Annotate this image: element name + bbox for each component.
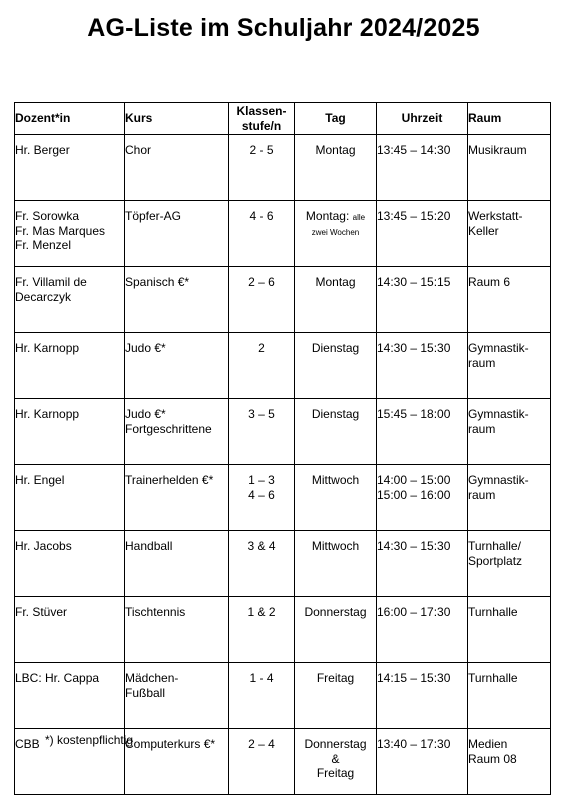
dozent-line (15, 238, 124, 253)
cell-dozent (15, 333, 125, 399)
raum-text: Raum 08 (468, 751, 517, 766)
kurs-text: Töpfer-AG (125, 209, 182, 223)
tag-text: Montag (315, 143, 356, 157)
table-row (15, 663, 551, 729)
dozent-text: Decarczyk (15, 289, 72, 304)
uhrzeit-text: 13:45 – 14:30 (377, 143, 451, 157)
dozent-text: Hr. Jacobs (15, 539, 72, 553)
header-klassenstufe-line1: Klassen- (236, 104, 287, 118)
cell-tag (295, 267, 377, 333)
cell-stufe (229, 465, 295, 531)
kurs-text: Mädchen- (125, 671, 179, 685)
kurs-line (125, 473, 228, 488)
uhrzeit-text: 14:15 – 15:30 (377, 671, 451, 685)
cell-uhrzeit (377, 597, 468, 663)
footnote: *) kostenpflichtig (45, 733, 134, 747)
tag-text: Dienstag (311, 341, 360, 355)
cell-uhrzeit (377, 201, 468, 267)
raum-line (468, 752, 550, 767)
tag-line (295, 752, 376, 767)
tag-line (295, 275, 376, 290)
cell-dozent (15, 399, 125, 465)
raum-text: Turnhalle/ (468, 539, 521, 553)
cell-dozent (15, 465, 125, 531)
stufe-line (229, 488, 294, 503)
raum-line (468, 605, 550, 620)
cell-kurs (125, 663, 229, 729)
tag-text: Donnerstag (304, 605, 367, 619)
cell-kurs (125, 201, 229, 267)
stufe-text: 4 - 6 (249, 209, 274, 223)
cell-raum (468, 663, 551, 729)
cell-kurs (125, 465, 229, 531)
uhrzeit-line (377, 473, 467, 488)
cell-raum (468, 399, 551, 465)
table-row (15, 267, 551, 333)
uhrzeit-text: 14:00 – 15:00 (377, 473, 451, 487)
stufe-text: 1 & 2 (247, 605, 276, 619)
dozent-text: Fr. Stüver (15, 605, 68, 619)
kurs-line (125, 605, 228, 620)
tag-line (295, 143, 376, 158)
cell-raum (468, 135, 551, 201)
uhrzeit-line (377, 671, 467, 686)
stufe-text: 1 – 3 (248, 473, 275, 487)
dozent-line (15, 671, 124, 686)
tag-line (295, 737, 376, 752)
uhrzeit-text: 16:00 – 17:30 (377, 605, 451, 619)
tag-line (295, 605, 376, 620)
kurs-text: Computerkurs €* (125, 737, 216, 751)
raum-text: Musikraum (468, 143, 527, 157)
cell-raum (468, 465, 551, 531)
cell-uhrzeit (377, 465, 468, 531)
raum-text: Gymnastik- (468, 341, 529, 355)
stufe-line (229, 341, 294, 356)
raum-text: Keller (468, 223, 499, 238)
cell-stufe (229, 729, 295, 795)
dozent-text: Hr. Karnopp (15, 407, 80, 421)
dozent-text: Fr. Mas Marques (15, 223, 106, 238)
kurs-text: Judo €* (125, 407, 166, 421)
kurs-line (125, 737, 228, 752)
cell-tag (295, 663, 377, 729)
header-klassenstufe (229, 103, 295, 135)
stufe-text: 3 – 5 (248, 407, 275, 421)
cell-uhrzeit (377, 267, 468, 333)
cell-dozent (15, 267, 125, 333)
cell-raum (468, 729, 551, 795)
cell-stufe (229, 333, 295, 399)
dozent-text: Hr. Engel (15, 473, 65, 487)
cell-uhrzeit (377, 333, 468, 399)
header-raum: Raum (468, 103, 551, 135)
cell-kurs (125, 729, 229, 795)
raum-text: Medien (468, 737, 508, 751)
stufe-text: 2 (258, 341, 265, 355)
cell-dozent (15, 135, 125, 201)
stufe-line (229, 275, 294, 290)
raum-line (468, 473, 550, 488)
uhrzeit-text: 15:45 – 18:00 (377, 407, 451, 421)
header-uhrzeit: Uhrzeit (377, 103, 468, 135)
uhrzeit-text: 13:45 – 15:20 (377, 209, 451, 223)
header-dozent: Dozent*in (15, 103, 125, 135)
kurs-line (125, 422, 228, 437)
cell-tag (295, 399, 377, 465)
kurs-text: Fußball (125, 685, 166, 700)
tag-line (295, 473, 376, 488)
kurs-text: Handball (125, 539, 173, 553)
cell-tag (295, 531, 377, 597)
raum-line (468, 275, 550, 290)
stufe-line (229, 143, 294, 158)
cell-uhrzeit (377, 531, 468, 597)
uhrzeit-text: 14:30 – 15:30 (377, 539, 451, 553)
kurs-line (125, 539, 228, 554)
uhrzeit-line (377, 737, 467, 752)
uhrzeit-line (377, 341, 467, 356)
uhrzeit-line (377, 488, 467, 503)
table-row (15, 597, 551, 663)
cell-uhrzeit (377, 729, 468, 795)
stufe-line (229, 737, 294, 752)
dozent-line (15, 224, 124, 239)
cell-dozent (15, 201, 125, 267)
uhrzeit-line (377, 407, 467, 422)
table-row (15, 465, 551, 531)
table-row (15, 531, 551, 597)
raum-text: Turnhalle (468, 605, 518, 619)
kurs-text: Judo €* (125, 341, 166, 355)
cell-raum (468, 531, 551, 597)
raum-text: Werkstatt- (468, 209, 523, 223)
stufe-line (229, 407, 294, 422)
dozent-line (15, 341, 124, 356)
kurs-line (125, 407, 228, 422)
kurs-text: Chor (125, 143, 152, 157)
kurs-text: Fortgeschrittene (125, 421, 212, 436)
cell-tag (295, 465, 377, 531)
cell-stufe (229, 135, 295, 201)
table-row (15, 333, 551, 399)
cell-raum (468, 597, 551, 663)
raum-text: Sportplatz (468, 553, 523, 568)
ag-table (14, 102, 551, 795)
tag-text: Montag (315, 275, 356, 289)
tag-line (295, 407, 376, 422)
table-row (15, 399, 551, 465)
raum-line (468, 422, 550, 437)
stufe-line (229, 605, 294, 620)
uhrzeit-line (377, 143, 467, 158)
cell-kurs (125, 267, 229, 333)
cell-uhrzeit (377, 135, 468, 201)
tag-text: Mittwoch (311, 539, 360, 553)
stufe-line (229, 209, 294, 224)
raum-line (468, 356, 550, 371)
tag-line (295, 671, 376, 686)
cell-stufe (229, 597, 295, 663)
raum-text: raum (468, 487, 496, 502)
raum-line (468, 224, 550, 239)
dozent-line (15, 473, 124, 488)
tag-text: Mittwoch (311, 473, 360, 487)
raum-line (468, 407, 550, 422)
tag-line (295, 539, 376, 554)
cell-tag (295, 201, 377, 267)
raum-line (468, 341, 550, 356)
tag-note: alle (352, 213, 366, 222)
stufe-text: 2 – 6 (248, 275, 275, 289)
dozent-text: Hr. Karnopp (15, 341, 80, 355)
page-title: AG-Liste im Schuljahr 2024/2025 (87, 14, 480, 42)
raum-text: raum (468, 421, 496, 436)
raum-text: raum (468, 355, 496, 370)
stufe-text: 2 - 5 (249, 143, 274, 157)
dozent-line (15, 290, 124, 305)
cell-tag (295, 135, 377, 201)
tag-line (295, 209, 376, 226)
header-klassenstufe-line2: stufe/n (241, 118, 282, 133)
kurs-text: Spanisch €* (125, 275, 190, 289)
raum-text: Raum 6 (468, 275, 511, 289)
raum-line (468, 671, 550, 686)
raum-line (468, 209, 550, 224)
cell-raum (468, 267, 551, 333)
cell-kurs (125, 333, 229, 399)
kurs-line (125, 209, 228, 224)
dozent-text: Fr. Sorowka (15, 209, 80, 223)
cell-stufe (229, 663, 295, 729)
header-tag: Tag (295, 103, 377, 135)
stufe-text: 3 & 4 (247, 539, 276, 553)
raum-line (468, 143, 550, 158)
raum-text: Gymnastik- (468, 407, 529, 421)
kurs-text: Tischtennis (125, 605, 186, 619)
uhrzeit-line (377, 539, 467, 554)
table-row (15, 201, 551, 267)
header-kurs: Kurs (125, 103, 229, 135)
tag-line (295, 766, 376, 781)
dozent-line (15, 143, 124, 158)
raum-line (468, 554, 550, 569)
cell-raum (468, 201, 551, 267)
raum-text: Gymnastik- (468, 473, 529, 487)
cell-tag (295, 729, 377, 795)
tag-text: Freitag (316, 671, 355, 685)
dozent-text: CBB (15, 737, 40, 751)
cell-dozent (15, 597, 125, 663)
table-body (15, 135, 551, 795)
stufe-line (229, 671, 294, 686)
stufe-text: 2 – 4 (248, 737, 275, 751)
uhrzeit-line (377, 275, 467, 290)
cell-tag (295, 333, 377, 399)
cell-tag (295, 597, 377, 663)
kurs-line (125, 275, 228, 290)
dozent-line (15, 605, 124, 620)
stufe-text: 4 – 6 (248, 487, 275, 502)
dozent-text: LBC: Hr. Cappa (15, 671, 100, 685)
cell-kurs (125, 399, 229, 465)
kurs-line (125, 143, 228, 158)
kurs-line (125, 686, 228, 701)
dozent-line (15, 209, 124, 224)
tag-text: Freitag (316, 766, 355, 780)
cell-raum (468, 333, 551, 399)
table-header-row (15, 103, 551, 135)
kurs-line (125, 341, 228, 356)
cell-dozent (15, 531, 125, 597)
cell-stufe (229, 201, 295, 267)
tag-text: & (331, 751, 340, 766)
cell-stufe (229, 531, 295, 597)
raum-line (468, 737, 550, 752)
uhrzeit-text: 13:40 – 17:30 (377, 737, 451, 751)
uhrzeit-text: 14:30 – 15:30 (377, 341, 451, 355)
dozent-text: Fr. Villamil de (15, 275, 87, 289)
stufe-line (229, 539, 294, 554)
tag-note: zwei Wochen (311, 227, 360, 237)
dozent-text: Fr. Menzel (15, 238, 72, 252)
table-row (15, 135, 551, 201)
stufe-text: 1 - 4 (249, 671, 274, 685)
dozent-text: Hr. Berger (15, 143, 70, 157)
stufe-line (229, 473, 294, 488)
dozent-line (15, 539, 124, 554)
uhrzeit-line (377, 209, 467, 224)
uhrzeit-line (377, 605, 467, 620)
tag-line (295, 341, 376, 356)
cell-kurs (125, 531, 229, 597)
raum-line (468, 539, 550, 554)
cell-uhrzeit (377, 663, 468, 729)
dozent-line (15, 275, 124, 290)
kurs-line (125, 671, 228, 686)
cell-dozent (15, 663, 125, 729)
cell-stufe (229, 399, 295, 465)
tag-text: Donnerstag (304, 737, 367, 751)
cell-kurs (125, 597, 229, 663)
tag-text: Montag: (305, 209, 350, 223)
dozent-line (15, 407, 124, 422)
tag-text: Dienstag (311, 407, 360, 421)
raum-text: Turnhalle (468, 671, 518, 685)
cell-uhrzeit (377, 399, 468, 465)
uhrzeit-text: 15:00 – 16:00 (377, 487, 451, 502)
uhrzeit-text: 14:30 – 15:15 (377, 275, 451, 289)
cell-kurs (125, 135, 229, 201)
raum-line (468, 488, 550, 503)
cell-stufe (229, 267, 295, 333)
kurs-text: Trainerhelden €* (125, 473, 214, 487)
